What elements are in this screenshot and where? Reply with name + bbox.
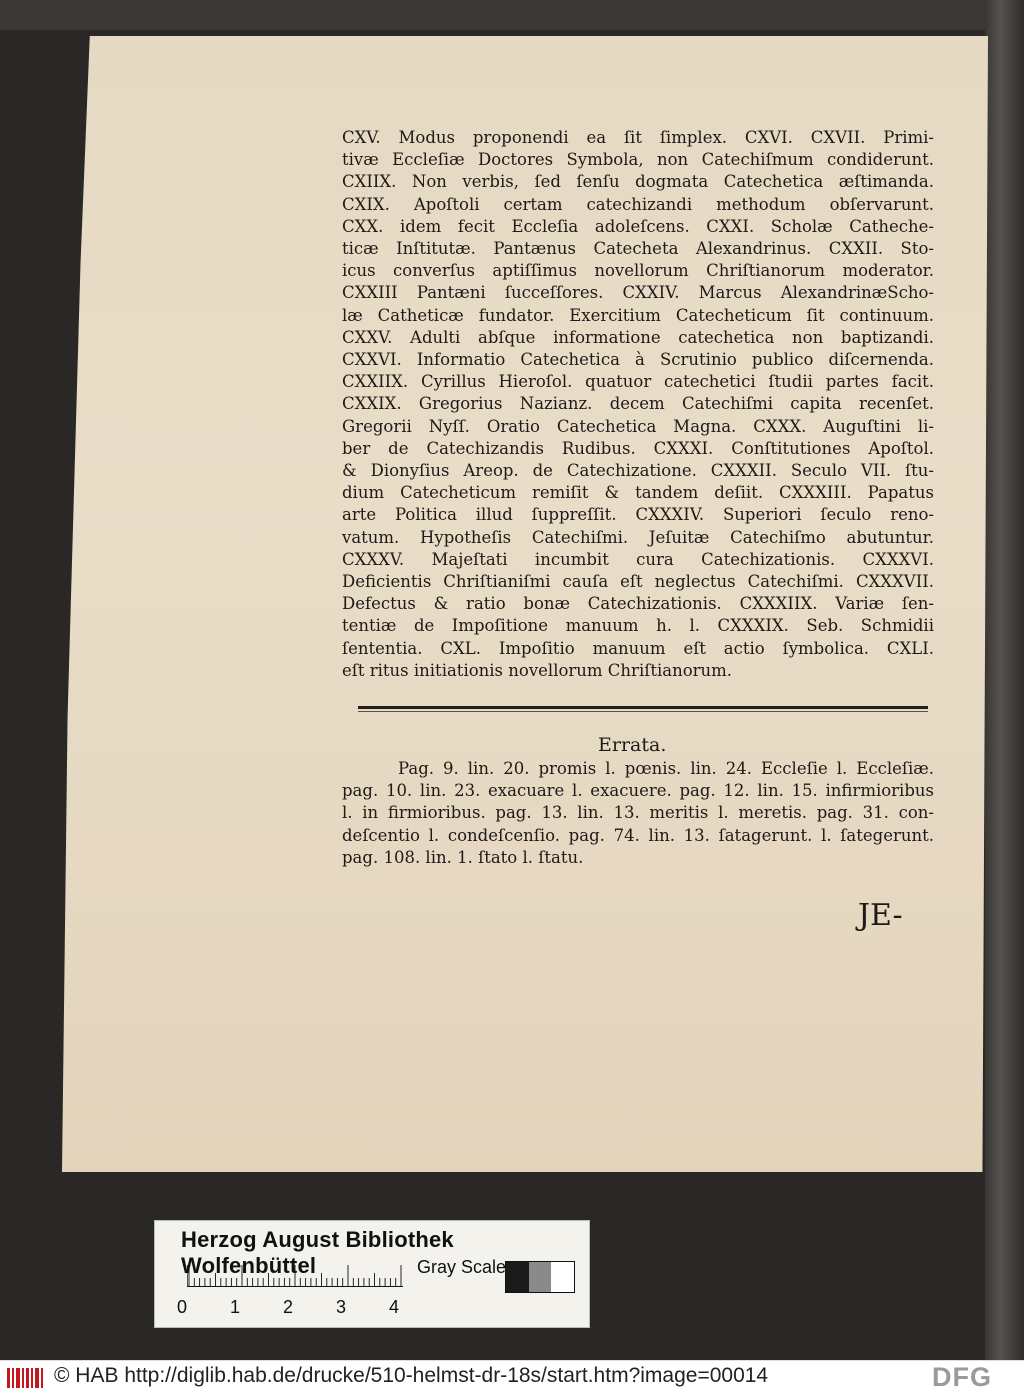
scan-backdrop-edge: [985, 0, 1024, 1360]
text-line: Defectus & ratio bonæ Catechizationis. CXXXIIX. Variæ ſen-: [342, 594, 934, 614]
catchword: JE-: [858, 898, 903, 933]
text-line: CXV. Modus proponendi ea ſit ſimplex. CXVI. CXVII. Primi-: [342, 128, 934, 147]
library-name: Herzog August Bibliothek Wolfenbüttel: [181, 1227, 454, 1278]
text-line: CXIIX. Non verbis, ſed ſenſu dogmata Catechetica æſtimanda.: [342, 172, 934, 192]
text-line: deſcentio l. condeſcenſio. pag. 74. lin. 13. ſatagerunt. l. ſategerunt.: [342, 825, 934, 845]
barcode-icon: [6, 1367, 44, 1389]
text-line: ber de Catechizandis Rudibus. CXXXI. Conſtitutiones Apoſtol.: [342, 438, 934, 458]
text-line: ſententia. CXL. Impoſitio manuum eſt actio ſymbolica. CXLI.: [342, 638, 934, 658]
ruler-icon: [187, 1265, 407, 1287]
errata-heading: Errata.: [598, 734, 667, 756]
text-line: pag. 10. lin. 23. exacuare l. exacuere. pag. 12. lin. 15. infirmioribus: [342, 781, 934, 801]
text-line: CXXIIX. Cyrillus Hieroſol. quatuor catechetici ſtudii partes facit.: [342, 372, 934, 392]
text-line: dium Catecheticum remiſit & tandem deſiit. CXXXIII. Papatus: [342, 483, 934, 503]
text-line: Gregorii Nyſſ. Oratio Catechetica Magna. CXXX. Auguſtini li-: [342, 416, 934, 436]
text-line: CXXIX. Gregorius Nazianz. decem Catechiſmi capita recenſet.: [342, 394, 934, 414]
gray-swatch: [506, 1262, 529, 1292]
text-line: vatum. Hypotheſis Catechiſmi. Jeſuitæ Catechiſmo abutuntur.: [342, 527, 934, 547]
text-line: arte Politica illud ſuppreſſit. CXXXIV. Superiori ſeculo reno-: [342, 505, 934, 525]
ruler-label: 4: [389, 1297, 400, 1317]
gray-swatch: [551, 1262, 574, 1292]
text-line: CXXXV. Majeſtati incumbit cura Catechizationis. CXXXVI.: [342, 549, 934, 569]
text-line: tivæ Eccleſiæ Doctores Symbola, non Catechiſmum condiderunt.: [342, 150, 934, 170]
text-line: CXXVI. Informatio Catechetica à Scrutinio publico diſcernenda.: [342, 350, 934, 370]
text-line: Deficientis Chriſtianiſmi cauſa eſt neglectus Catechiſmi. CXXXVII.: [342, 572, 934, 592]
text-line: læ Catheticæ fundator. Exercitium Catecheticum ſit continuum.: [342, 305, 934, 325]
ruler-label: 3: [336, 1297, 347, 1317]
text-line: tentiæ de Impoſitione manuum h. l. CXXXIX. Seb. Schmidii: [342, 616, 934, 636]
text-line: eſt ritus initiationis novellorum Chriſtianorum.: [342, 660, 733, 680]
errata-text: [342, 758, 934, 869]
gray-scale-label: Gray Scale: [417, 1257, 507, 1277]
text-line: ticæ Inſtitutæ. Pantænus Catecheta Alexandrinus. CXXII. Sto-: [342, 239, 934, 259]
text-line: Pag. 9. lin. 20. promis l. pœnis. lin. 24. Eccleſie l. Eccleſiæ.: [398, 759, 934, 778]
index-text: [342, 127, 934, 682]
ruler-label: 0: [177, 1297, 188, 1317]
footer-bar: [0, 1360, 1024, 1395]
scale-card: [154, 1220, 590, 1328]
gray-scale-swatches: [505, 1261, 575, 1293]
text-line: CXIX. Apoſtoli certam catechizandi methodum obſervarunt.: [342, 194, 934, 214]
ruler-label: 1: [230, 1297, 241, 1317]
dfg-logo: DFG: [932, 1362, 992, 1392]
text-line: & Dionyſius Areop. de Catechizatione. CXXXII. Seculo VII. ſtu-: [342, 461, 934, 481]
text-line: pag. 108. lin. 1. ſtato l. ſtatu.: [342, 847, 584, 867]
text-line: l. in firmioribus. pag. 13. lin. 13. meritis l. meretis. pag. 31. con-: [342, 803, 934, 823]
section-divider: [358, 706, 928, 709]
scan-backdrop-top: [0, 0, 1024, 30]
section-divider-thin: [358, 711, 928, 712]
text-line: icus converſus aptiſſimus novellorum Chriſtianorum moderator.: [342, 261, 934, 281]
text-line: CXXIII Pantæni ſucceſſores. CXXIV. Marcus AlexandrinæScho-: [342, 283, 934, 303]
text-line: CXXV. Adulti abſque informatione catechetica non baptizandi.: [342, 327, 934, 347]
gray-swatch: [529, 1262, 552, 1292]
ruler-label: 2: [283, 1297, 294, 1317]
text-line: CXX. idem fecit Eccleſia adoleſcens. CXXI. Scholæ Catheche-: [342, 216, 934, 236]
footer-credit-link[interactable]: © HAB http://diglib.hab.de/drucke/510-helmst-dr-18s/start.htm?image=00014: [54, 1364, 769, 1387]
